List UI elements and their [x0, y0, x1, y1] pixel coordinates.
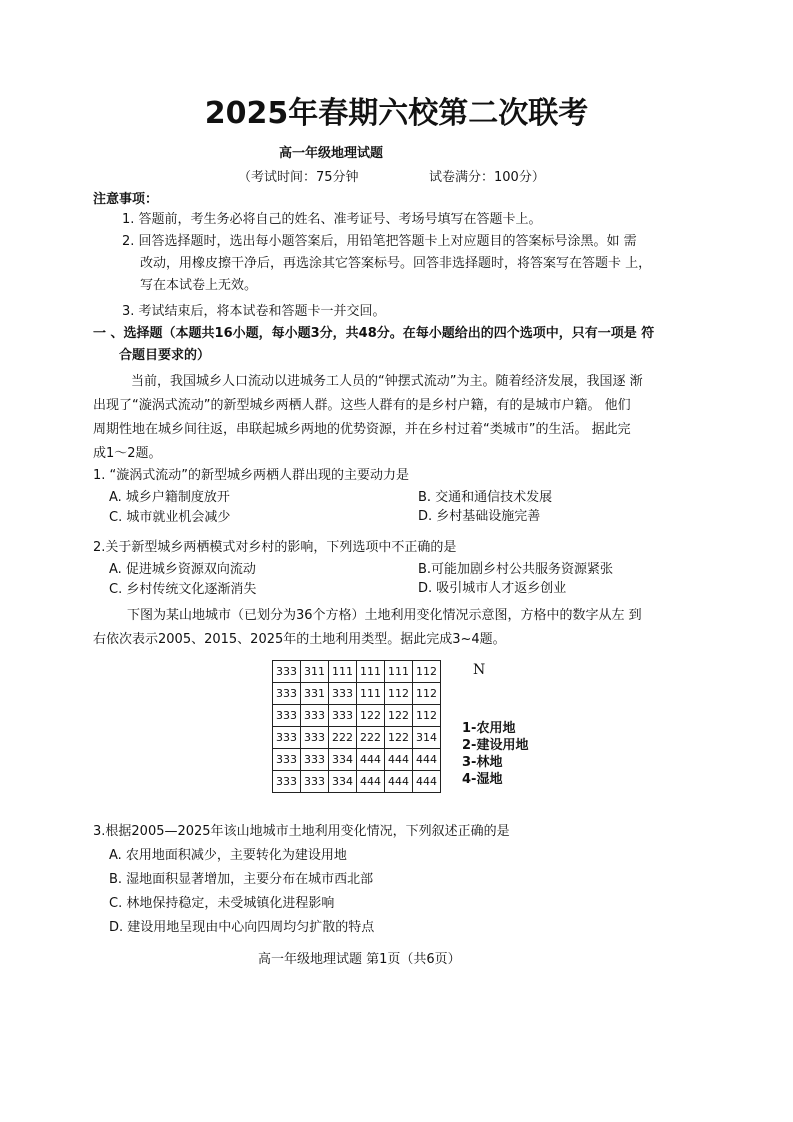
grid-cell: 333: [301, 749, 329, 771]
grid-row: [273, 705, 441, 727]
grid-cell: 444: [413, 771, 441, 793]
grid-cell: 112: [413, 705, 441, 727]
question-3-stem: 3.根据2005—2025年该山地城市土地利用变化情况，下列叙述正确的是: [93, 824, 510, 839]
legend-item-construction: 2-建设用地: [462, 738, 529, 753]
question-1-option-a: A. 城乡户籍制度放开: [109, 490, 230, 505]
question-1-stem: 1. “漩涡式流动”的新型城乡两栖人群出现的主要动力是: [93, 468, 410, 483]
passage2-line1: 下图为某山地城市（已划分为36个方格）土地利用变化情况示意图，方格中的数字从左 到: [127, 608, 642, 623]
grid-cell: 222: [329, 727, 357, 749]
question-1-option-d: D. 乡村基础设施完善: [418, 509, 541, 524]
grid-cell: 311: [301, 661, 329, 683]
grid-cell: 333: [329, 683, 357, 705]
passage1-line3: 周期性地在城乡间往返，串联起城乡两地的优势资源，并在乡村过着“类城市”的生活。 据此完: [93, 422, 631, 437]
passage1-line4: 成1～2题。: [93, 446, 162, 461]
grid-cell: 112: [413, 683, 441, 705]
section-heading-line2: 合题目要求的）: [119, 348, 211, 363]
question-2-option-a: A. 促进城乡资源双向流动: [109, 562, 256, 577]
grid-cell: 331: [301, 683, 329, 705]
grid-cell: 111: [329, 661, 357, 683]
passage1-line2: 出现了“漩涡式流动”的新型城乡两栖人群。这些人群有的是乡村户籍，有的是城市户籍。 他们: [93, 398, 631, 413]
grid-cell: 112: [385, 683, 413, 705]
grid-cell: 111: [385, 661, 413, 683]
notice-item-2-line2: 改动，用橡皮擦干净后，再选涂其它答案标号。回答非选择题时，将答案写在答题卡 上，: [140, 256, 652, 271]
grid-cell: 444: [413, 749, 441, 771]
grid-cell: 122: [385, 727, 413, 749]
land-use-grid: [272, 660, 441, 793]
legend-item-farmland: 1-农用地: [462, 721, 516, 736]
grid-row: [273, 727, 441, 749]
grid-cell: 122: [385, 705, 413, 727]
grid-row: [273, 771, 441, 793]
grid-cell: 112: [413, 661, 441, 683]
notice-item-2-line3: 写在本试卷上无效。: [140, 278, 258, 293]
grid-cell: 111: [357, 683, 385, 705]
notice-item-3: 3. 考试结束后，将本试卷和答题卡一并交回。: [122, 304, 386, 319]
grid-cell: 333: [273, 705, 301, 727]
question-1-option-b: B. 交通和通信技术发展: [418, 490, 553, 505]
passage2-line2: 右依次表示2005、2015、2025年的土地利用类型。据此完成3~4题。: [93, 632, 506, 647]
grid-cell: 334: [329, 749, 357, 771]
legend-item-wetland: 4-湿地: [462, 772, 503, 787]
grid-cell: 444: [385, 771, 413, 793]
question-2-option-b: B.可能加剧乡村公共服务资源紧张: [418, 562, 614, 577]
grid-cell: 333: [273, 683, 301, 705]
question-2-option-c: C. 乡村传统文化逐渐消失: [109, 582, 257, 597]
section-heading-line1: 一 、选择题（本题共16小题，每小题3分，共48分。在每小题给出的四个选项中，只有一项是 符: [93, 326, 655, 341]
notice-item-2-line1: 2. 回答选择题时，选出每小题答案后，用铅笔把答题卡上对应题目的答案标号涂黑。如 需: [122, 234, 637, 249]
grid-cell: 314: [413, 727, 441, 749]
grid-cell: 333: [301, 705, 329, 727]
question-3-option-b: B. 湿地面积显著增加，主要分布在城市西北部: [109, 872, 374, 887]
grid-row: [273, 749, 441, 771]
grid-cell: 333: [273, 727, 301, 749]
grid-cell: 333: [301, 727, 329, 749]
exam-title: 2025年春期六校第二次联考: [204, 96, 589, 131]
question-3-option-c: C. 林地保持稳定，未受城镇化进程影响: [109, 896, 335, 911]
grid-cell: 444: [357, 771, 385, 793]
grid-cell: 111: [357, 661, 385, 683]
grid-cell: 334: [329, 771, 357, 793]
question-1-option-c: C. 城市就业机会减少: [109, 510, 231, 525]
grid-row: [273, 683, 441, 705]
legend-item-forest: 3-林地: [462, 755, 503, 770]
question-2-stem: 2.关于新型城乡两栖模式对乡村的影响，下列选项中不正确的是: [93, 540, 457, 555]
exam-score: 试卷满分：100分）: [429, 170, 545, 185]
passage1-line1: 当前，我国城乡人口流动以进城务工人员的“钟摆式流动”为主。随着经济发展，我国逐 渐: [131, 374, 643, 389]
question-3-option-d: D. 建设用地呈现由中心向四周均匀扩散的特点: [109, 920, 375, 935]
notice-heading: 注意事项：: [93, 192, 159, 207]
exam-time: （考试时间：75分钟: [238, 170, 359, 185]
question-3-option-a: A. 农用地面积减少，主要转化为建设用地: [109, 848, 347, 863]
grid-cell: 333: [273, 771, 301, 793]
grid-cell: 222: [357, 727, 385, 749]
grid-cell: 444: [357, 749, 385, 771]
exam-subtitle: 高一年级地理试题: [279, 146, 384, 161]
grid-cell: 333: [273, 661, 301, 683]
grid-cell: 333: [329, 705, 357, 727]
grid-row: [273, 661, 441, 683]
grid-cell: 333: [301, 771, 329, 793]
page-footer: 高一年级地理试题 第1页（共6页）: [258, 952, 461, 967]
notice-item-1: 1. 答题前，考生务必将自己的姓名、准考证号、考场号填写在答题卡上。: [122, 212, 542, 227]
grid-cell: 333: [273, 749, 301, 771]
question-2-option-d: D. 吸引城市人才返乡创业: [418, 581, 567, 596]
grid-cell: 122: [357, 705, 385, 727]
grid-cell: 444: [385, 749, 413, 771]
north-arrow-label: N: [473, 662, 486, 678]
